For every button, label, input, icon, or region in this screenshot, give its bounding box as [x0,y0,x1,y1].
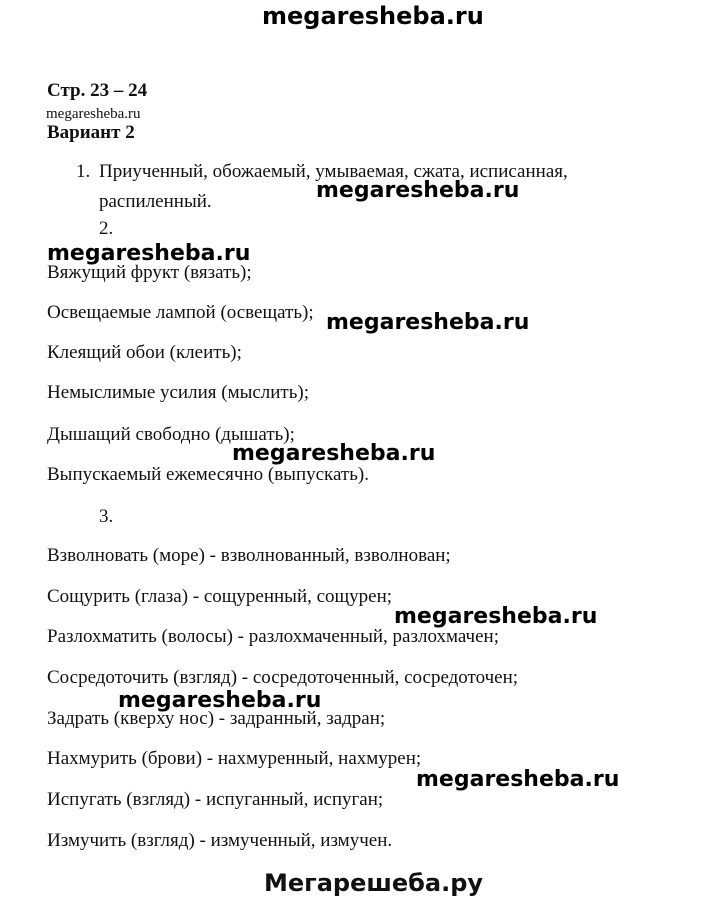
task3-number: 3. [99,506,114,527]
task2-number: 2. [99,218,114,239]
task2-item: Вяжущий фрукт (вязать); [47,262,252,283]
variant-heading: Вариант 2 [47,122,135,143]
task3-item: Измучить (взгляд) - измученный, измучен. [47,830,393,851]
task2-item: Освещаемые лампой (освещать); [47,302,314,323]
task3-item: Разлохматить (волосы) - разлохмаченный, разлохмачен; [47,626,499,647]
watermark: megaresheba.ru [47,241,251,266]
watermark: megaresheba.ru [232,441,436,466]
task1-number: 1. [76,161,91,182]
task3-item: Сощурить (глаза) - сощуренный, сощурен; [47,586,393,607]
task2-item: Немыслимые усилия (мыслить); [47,382,310,403]
task3-item: Задрать (кверху нос) - задранный, задран; [47,708,386,729]
watermark-top: megaresheba.ru [262,2,484,30]
watermark: megaresheba.ru [118,688,322,713]
watermark: megaresheba.ru [316,178,520,203]
watermark: megaresheba.ru [326,310,530,335]
task3-item: Взволновать (море) - взволнованный, взволнован; [47,545,451,566]
task2-item: Дышащий свободно (дышать); [47,424,295,445]
task3-item: Нахмурить (брови) - нахмуренный, нахмурен; [47,748,422,769]
task3-item: Испугать (взгляд) - испуганный, испуган; [47,789,384,810]
page-range-heading: Стр. 23 – 24 [47,80,148,101]
task1-line2: распиленный. [99,191,212,212]
watermark: megaresheba.ru [394,604,598,629]
small-watermark: megaresheba.ru [46,106,141,122]
task1-line1: Приученный, обожаемый, умываемая, сжата, исписанная, [99,161,568,182]
watermark: megaresheba.ru [416,767,620,792]
task3-item: Сосредоточить (взгляд) - сосредоточенный, сосредоточен; [47,667,519,688]
task2-item: Выпускаемый ежемесячно (выпускать). [47,464,369,485]
watermark-bottom: Мегарешеба.ру [264,869,484,897]
task2-item: Клеящий обои (клеить); [47,342,242,363]
